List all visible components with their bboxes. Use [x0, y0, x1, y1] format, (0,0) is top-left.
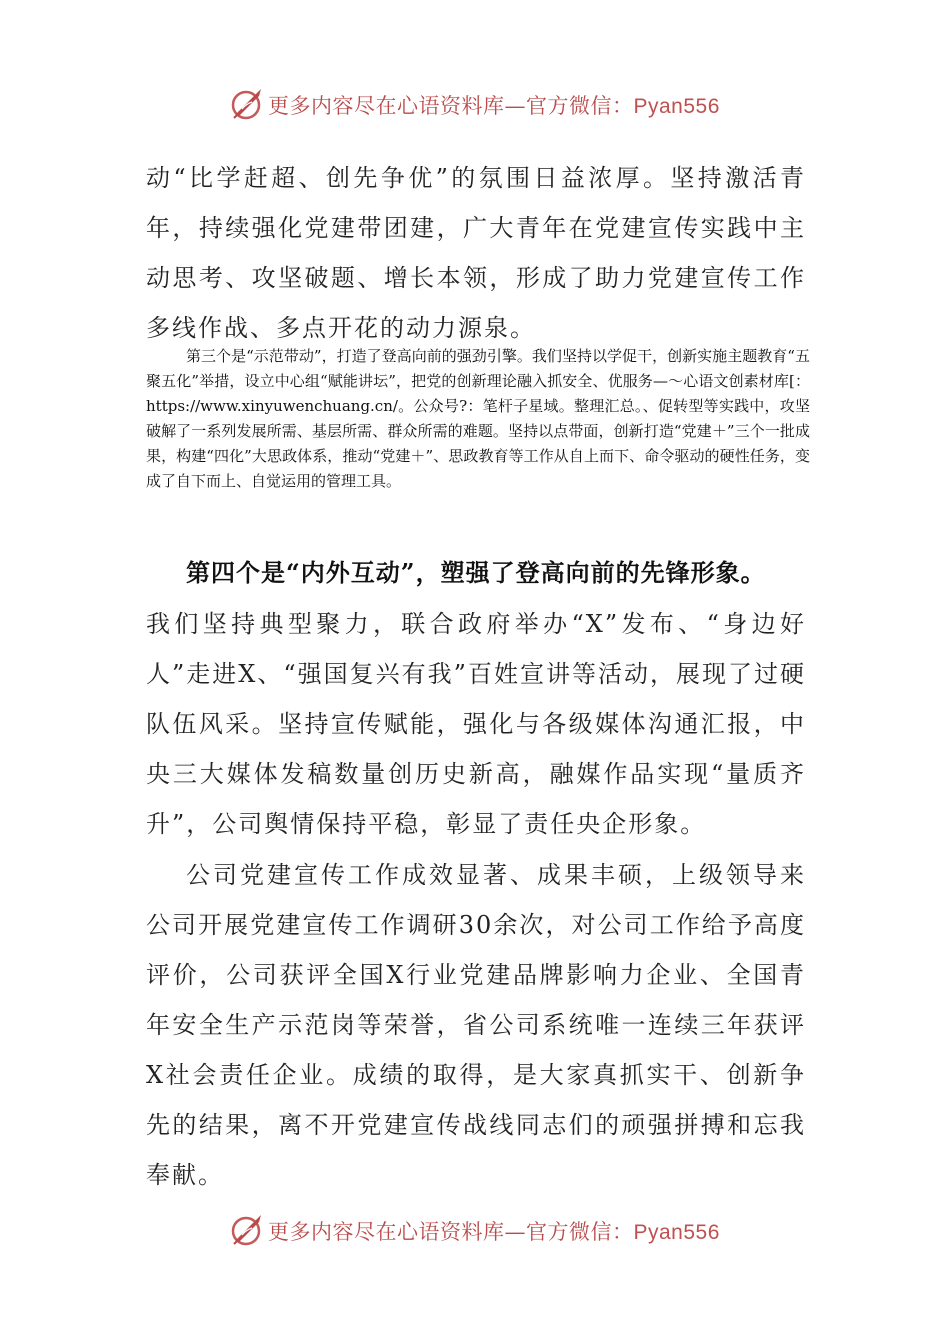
pen-logo-icon: [226, 1210, 266, 1250]
footer-banner-text: 更多内容尽在心语资料库—官方微信：Pyan556: [268, 1220, 720, 1244]
section-heading-four: 第四个是“内外互动”，塑强了登高向前的先锋形象。: [186, 558, 766, 587]
header-banner-text: 更多内容尽在心语资料库—官方微信：Pyan556: [268, 94, 720, 118]
paragraph-achievements: 公司党建宣传工作成效显著、成果丰硕，上级领导来公司开展党建宣传工作调研30余次，对公司工作给予高度评价，公司获评全国X行业党建品牌影响力企业、全国青年安全生产示范岗等荣誉，省公司系统唯一连续三年获评X社会责任企业。成绩的取得，是大家真抓实干、创新争先的结果，离不开党建宣传战线同志们的顽强拼搏和忘我奉献。: [146, 861, 806, 1189]
pen-logo-icon: [226, 84, 266, 124]
header-banner: [0, 84, 950, 124]
paragraph-interaction: 我们坚持典型聚力，联合政府举办“X”发布、“身边好人”走进X、“强国复兴有我”百姓宣讲等活动，展现了过硬队伍风采。坚持宣传赋能，强化与各级媒体沟通汇报，中央三大媒体发稿数量创历史新高，融媒作品实现“量质齐升”，公司舆情保持平稳，彰显了责任央企形象。: [146, 610, 806, 838]
wechat-handle: Pyan556: [633, 1221, 720, 1244]
footer-banner: [0, 1210, 950, 1250]
paragraph-demonstration: 第三个是“示范带动”，打造了登高向前的强劲引擎。我们坚持以学促干，创新实施主题教育“五聚五化”举措，设立中心组“赋能讲坛”，把党的创新理论融入抓安全、优服务—～心语文创素材库[：https://www.xinyuwenchuang.cn/。公众号?：笔杆子星域。整理汇总。、促转型等实践中，攻坚破解了一系列发展所需、基层所需、群众所需的难题。坚持以点带面，创新打造“党建＋”三个一批成果，构建“四化”大思政体系，推动“党建＋”、思政教育等工作从自上而下、命令驱动的硬性任务，变成了自下而上、自觉运用的管理工具。: [146, 347, 810, 490]
paragraph-youth: 动“比学赶超、创先争优”的氛围日益浓厚。坚持激活青年，持续强化党建带团建，广大青年在党建宣传实践中主动思考、攻坚破题、增长本领，形成了助力党建宣传工作多线作战、多点开花的动力源泉。: [146, 164, 806, 342]
wechat-handle: Pyan556: [633, 95, 720, 118]
